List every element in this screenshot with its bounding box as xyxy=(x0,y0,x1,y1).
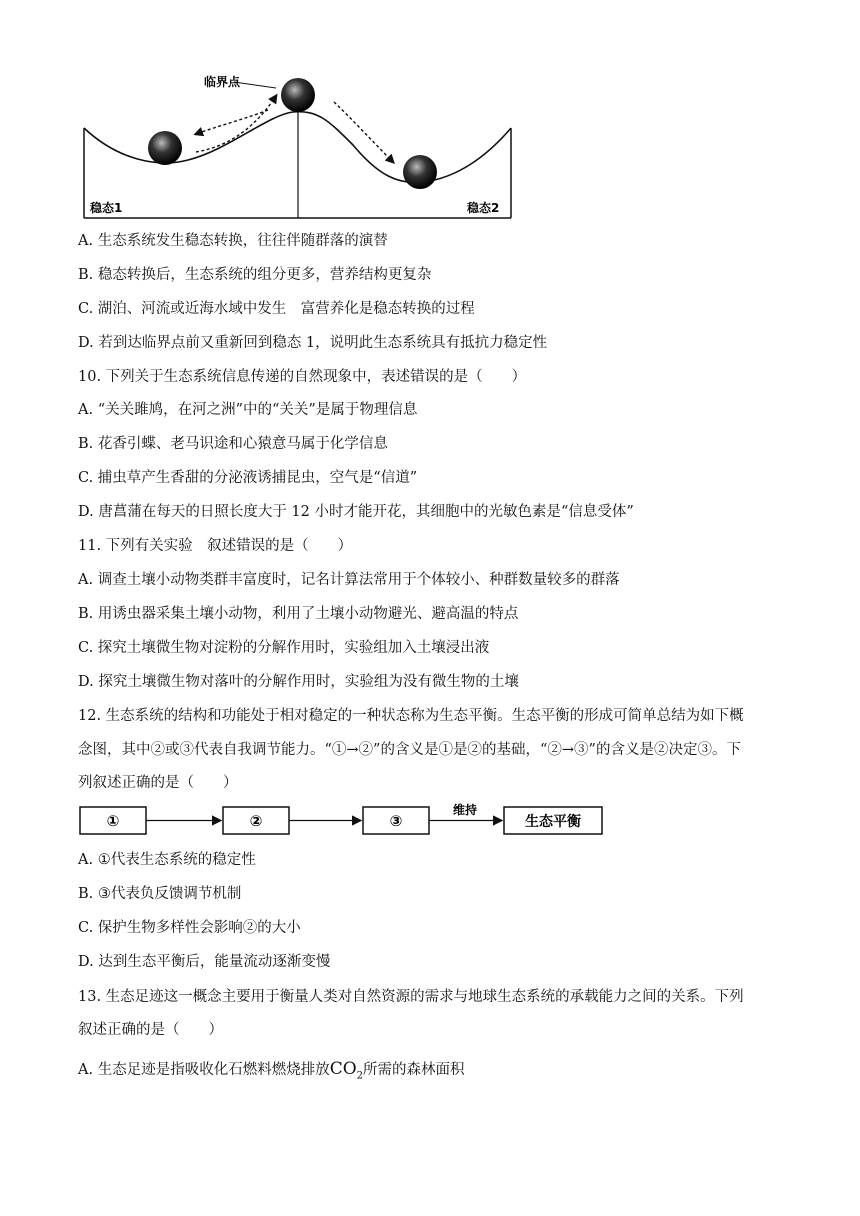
q10-option-a: A. “关关雎鸠，在河之洲”中的“关关”是属于物理信息 xyxy=(78,402,418,418)
critical-pointer xyxy=(234,82,276,88)
q13-stem-line1: 13. 生态足迹这一概念主要用于衡量人类对自然资源的需求与地球生态系统的承载能力之间的关系。下列 xyxy=(78,989,744,1005)
q11-option-b: B. 用诱虫器采集土壤小动物，利用了土壤小动物避光、避高温的特点 xyxy=(78,606,519,622)
q11-option-c: C. 探究土壤微生物对淀粉的分解作用时，实验组加入土壤浸出液 xyxy=(78,640,490,656)
arrow-to-state1 xyxy=(196,110,268,134)
q9-option-c: C. 湖泊、河流或近海水域中发生 富营养化是稳态转换的过程 xyxy=(78,301,475,317)
stable-state-diagram xyxy=(78,60,518,220)
q10-option-d: D. 唐菖蒲在每天的日照长度大于 12 小时才能开花，其细胞中的光敏色素是“信息受体” xyxy=(78,504,634,520)
q12-option-b: B. ③代表负反馈调节机制 xyxy=(78,886,242,902)
arrow-to-state2 xyxy=(334,102,393,162)
q13-stem-line2: 叙述正确的是（ ） xyxy=(78,1022,223,1038)
box-1-label: ① xyxy=(106,812,120,830)
ball-critical xyxy=(281,78,315,112)
q12-stem-line2: 念图，其中②或③代表自我调节能力。“①→②”的含义是①是②的基础，“②→③”的含义是②决定③。下 xyxy=(78,742,741,758)
q13-option-a-text-pre: A. 生态足迹是指吸收化石燃料燃烧排放 xyxy=(78,1062,330,1078)
ball-state2 xyxy=(403,155,437,189)
box-2-label: ② xyxy=(249,812,263,830)
q11-option-d: D. 探究土壤微生物对落叶的分解作用时，实验组为没有微生物的土壤 xyxy=(78,674,519,690)
state2-label: 稳态2 xyxy=(467,201,500,215)
q10-option-b: B. 花香引蝶、老马识途和心猿意马属于化学信息 xyxy=(78,436,388,452)
co2-formula-subscript: 2 xyxy=(356,1070,364,1082)
box-3-label: ③ xyxy=(389,812,403,830)
q10-stem: 10. 下列关于生态系统信息传递的自然现象中，表述错误的是（ ） xyxy=(78,369,527,385)
q9-option-a: A. 生态系统发生稳态转换，往往伴随群落的演替 xyxy=(78,233,388,249)
q12-option-d: D. 达到生态平衡后，能量流动逐渐变慢 xyxy=(78,954,331,970)
box-4-label: 生态平衡 xyxy=(525,814,581,830)
q9-option-d: D. 若到达临界点前又重新回到稳态 1，说明此生态系统具有抵抗力稳定性 xyxy=(78,335,548,351)
critical-point-label: 临界点 xyxy=(204,75,241,89)
q12-stem-line3: 列叙述正确的是（ ） xyxy=(78,775,238,791)
state1-label: 稳态1 xyxy=(90,201,123,215)
co2-formula xyxy=(329,1059,364,1082)
q11-option-a: A. 调查土壤小动物类群丰富度时，记名计算法常用于个体较小、种群数量较多的群落 xyxy=(78,572,620,588)
ecological-balance-concept-map xyxy=(78,800,608,840)
q12-option-c: C. 保护生物多样性会影响②的大小 xyxy=(78,920,301,936)
ball-state1 xyxy=(148,131,182,165)
q13-option-a xyxy=(78,1059,465,1086)
arrow-label-maintain: 维持 xyxy=(452,803,478,817)
q10-option-c: C. 捕虫草产生香甜的分泌液诱捕昆虫，空气是“信道” xyxy=(78,470,418,486)
q13-option-a-text-post: 所需的森林面积 xyxy=(363,1062,465,1078)
q12-stem-line1: 12. 生态系统的结构和功能处于相对稳定的一种状态称为生态平衡。生态平衡的形成可简单总结为如下概 xyxy=(78,708,744,724)
q9-option-b: B. 稳态转换后，生态系统的组分更多，营养结构更复杂 xyxy=(78,267,432,283)
q12-option-a: A. ①代表生态系统的稳定性 xyxy=(78,852,256,868)
co2-formula-base: CO xyxy=(329,1059,357,1079)
q11-stem: 11. 下列有关实验 叙述错误的是（ ） xyxy=(78,538,353,554)
